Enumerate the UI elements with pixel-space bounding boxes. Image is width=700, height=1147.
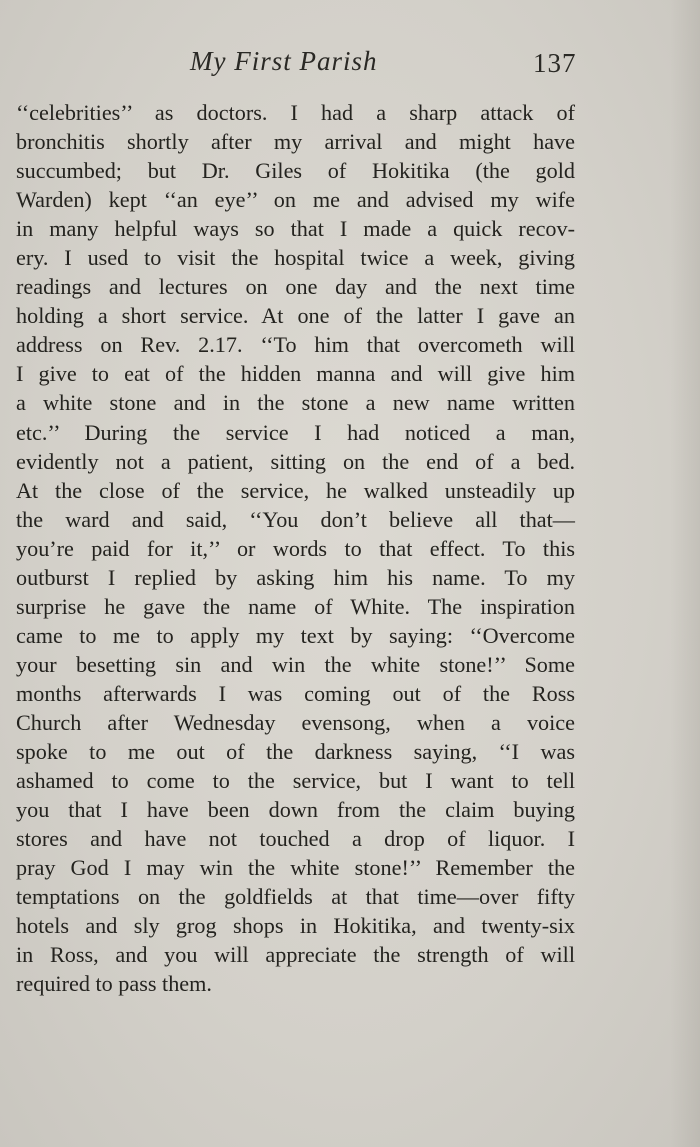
text-line: hotels and sly grog shops in Hokitika, and twenty-six	[16, 913, 575, 939]
text-line: I give to eat of the hidden manna and will give him	[16, 361, 575, 387]
text-line: bronchitis shortly after my arrival and might have	[16, 129, 575, 155]
text-line: etc.’’ During the service I had noticed a man,	[16, 419, 575, 445]
text-line: your besetting sin and win the white stone!’’ Some	[16, 651, 575, 677]
text-line: succumbed; but Dr. Giles of Hokitika (the gold	[16, 158, 575, 184]
text-line: ery. I used to visit the hospital twice a week, giving	[16, 245, 575, 271]
text-line: spoke to me out of the darkness saying, ‘‘I was	[16, 739, 575, 765]
text-line: At the close of the service, he walked unsteadily up	[16, 477, 575, 503]
page-edge-shadow	[670, 0, 700, 1147]
text-line: came to me to apply my text by saying: ‘‘Overcome	[16, 622, 575, 648]
text-line: in many helpful ways so that I made a quick recov-	[16, 216, 575, 242]
text-line: outburst I replied by asking him his name. To my	[16, 564, 575, 590]
text-line: ‘‘celebrities’’ as doctors. I had a sharp attack of	[16, 100, 575, 125]
text-line: the ward and said, ‘‘You don’t believe all that—	[16, 506, 575, 532]
text-line: you’re paid for it,’’ or words to that effect. To this	[16, 535, 575, 561]
text-line: Warden) kept ‘‘an eye’’ on me and advised my wife	[16, 187, 575, 213]
text-line: you that I have been down from the claim buying	[16, 797, 575, 823]
text-line: holding a short service. At one of the latter I gave an	[16, 303, 575, 329]
text-line: ashamed to come to the service, but I want to tell	[16, 768, 575, 794]
text-line: stores and have not touched a drop of liquor. I	[16, 826, 575, 852]
text-line: Church after Wednesday evensong, when a voice	[16, 709, 575, 735]
text-line: required to pass them.	[16, 971, 212, 997]
text-line: address on Rev. 2.17. ‘‘To him that overcometh will	[16, 332, 575, 358]
text-line: readings and lectures on one day and the next time	[16, 274, 575, 300]
running-head	[0, 46, 700, 86]
body-text	[16, 98, 575, 998]
text-line: months afterwards I was coming out of the Ross	[16, 680, 575, 706]
running-title: My First Parish	[190, 46, 378, 76]
text-line: temptations on the goldfields at that time—over fifty	[16, 884, 575, 910]
page-number: 137	[533, 48, 577, 78]
text-line: evidently not a patient, sitting on the end of a bed.	[16, 448, 575, 474]
text-line: surprise he gave the name of White. The inspiration	[16, 593, 575, 619]
text-line: a white stone and in the stone a new name written	[16, 390, 575, 416]
text-line: in Ross, and you will appreciate the strength of will	[16, 942, 575, 968]
text-line: pray God I may win the white stone!’’ Remember the	[16, 855, 575, 881]
